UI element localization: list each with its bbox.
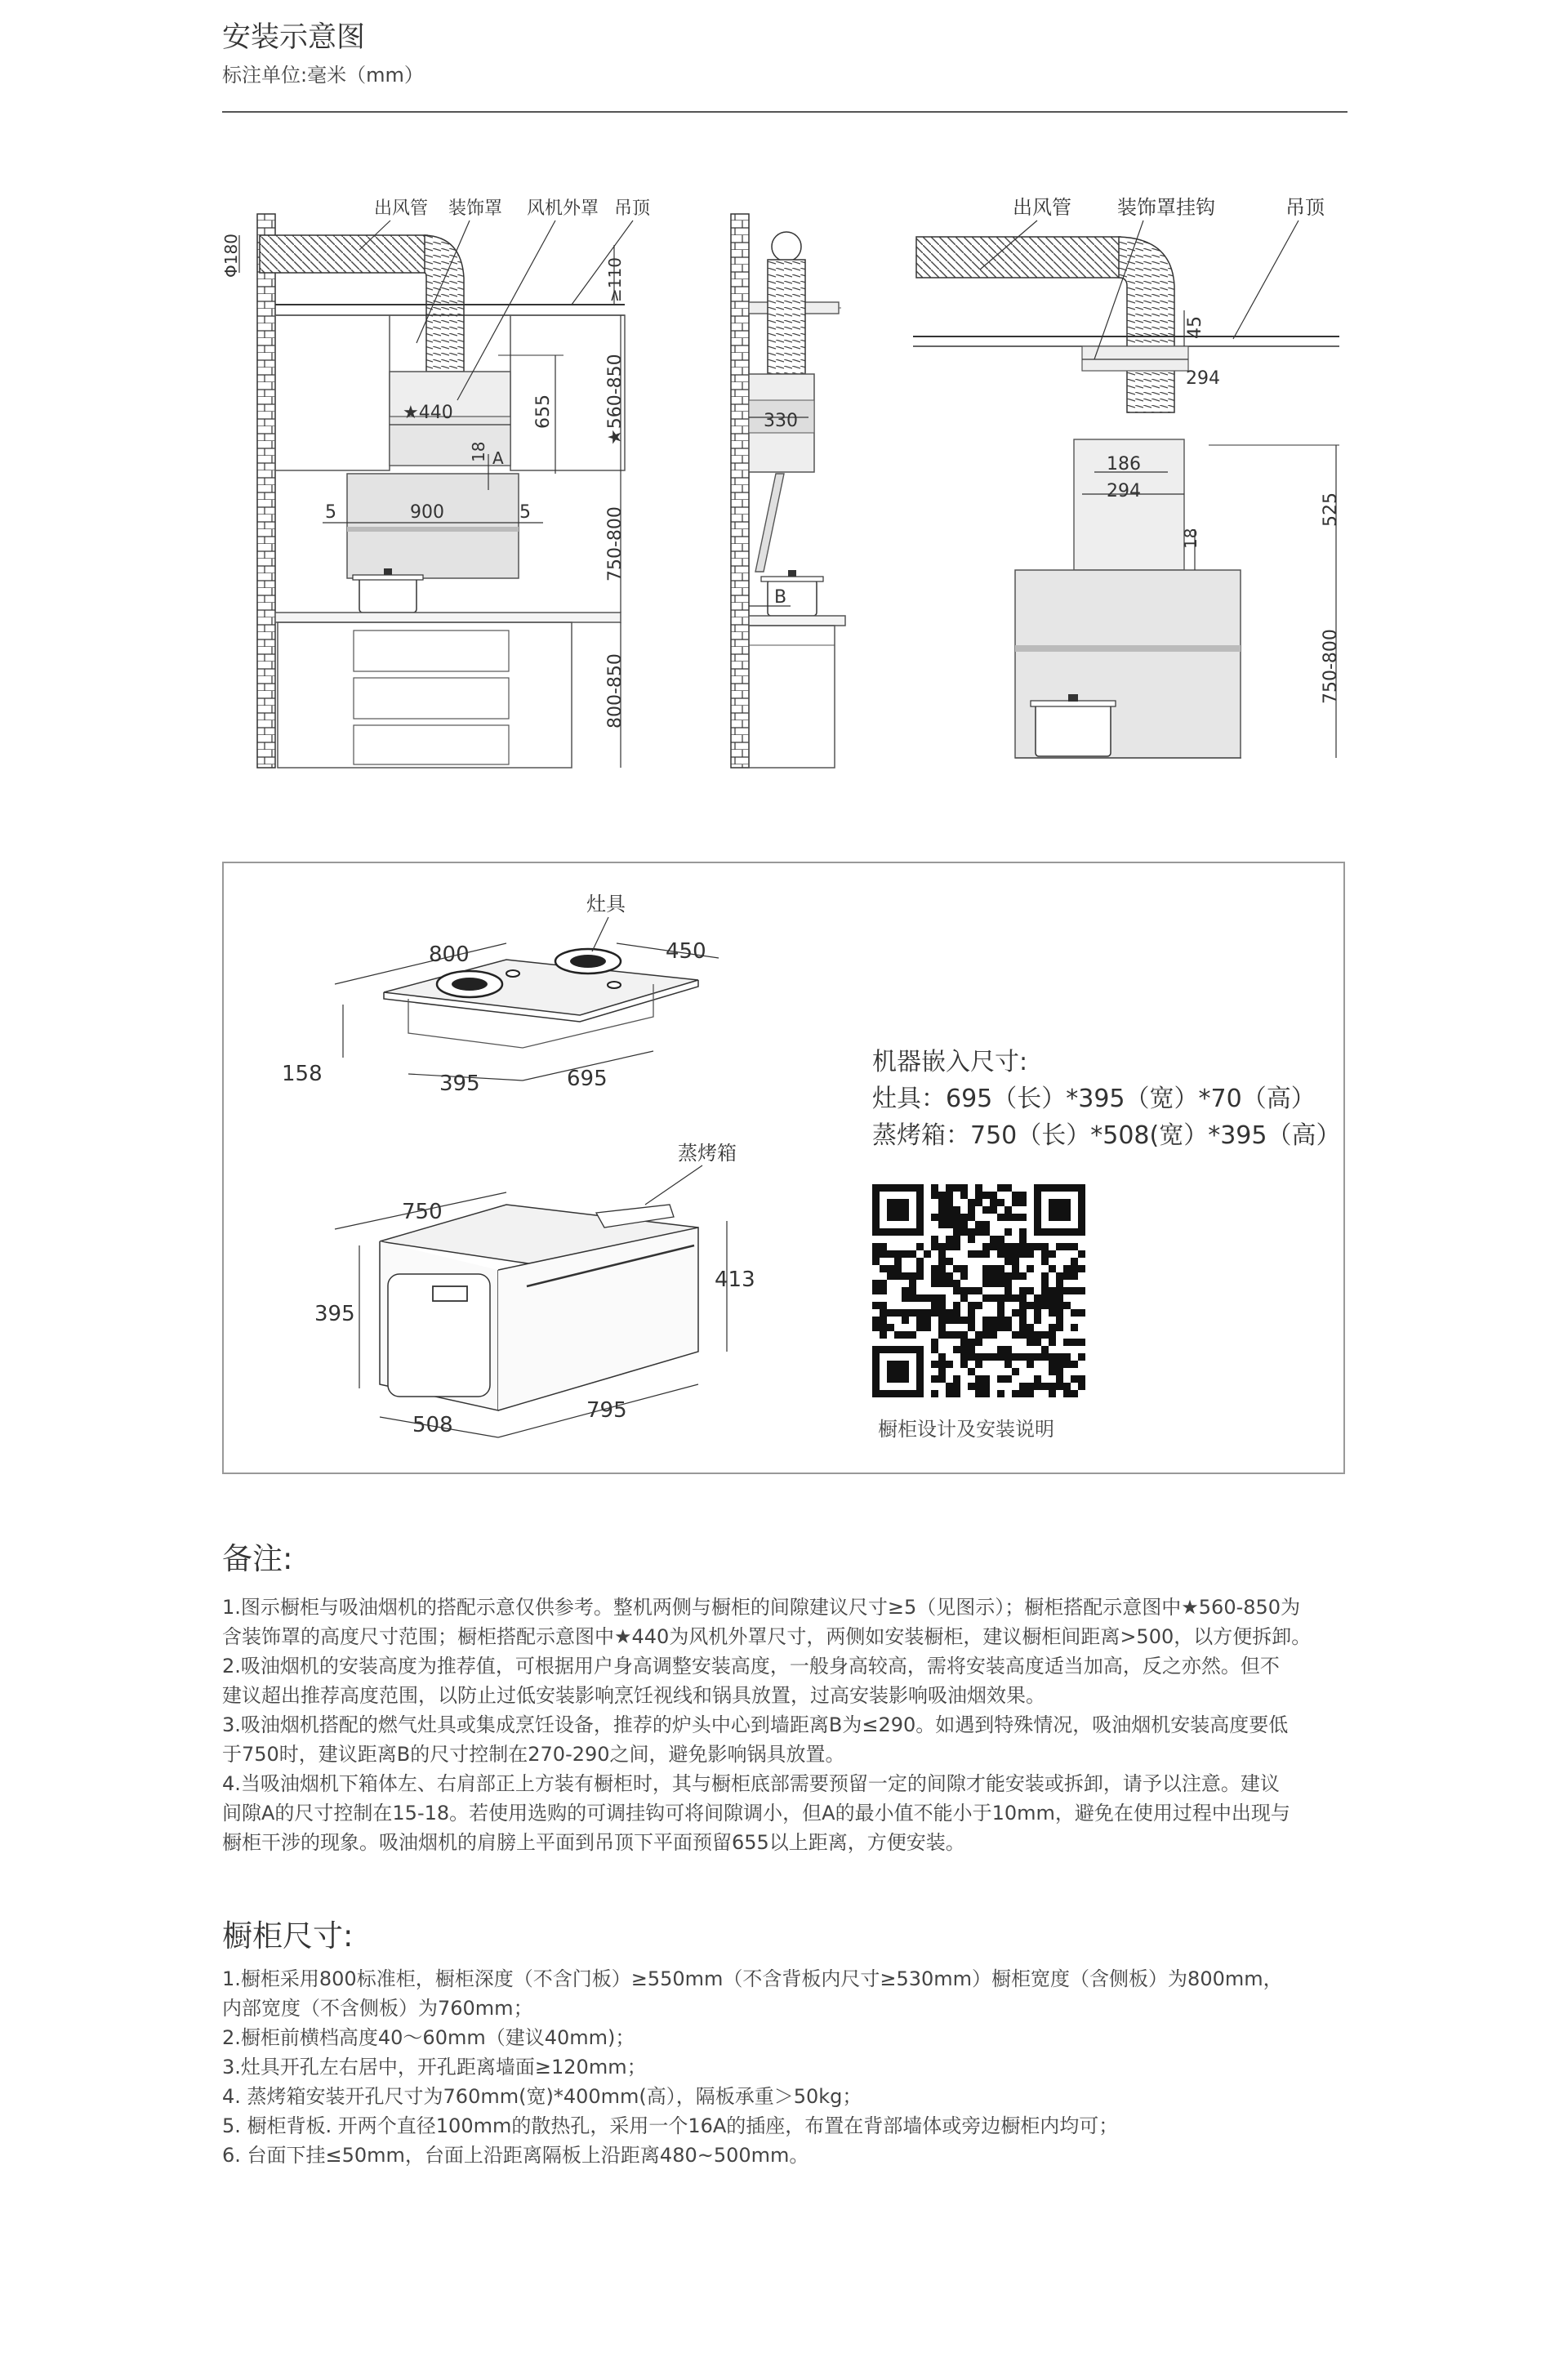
appliance-drawings [0,862,1568,1515]
duct-elbow [425,235,464,372]
pot [359,577,416,613]
notes-line: 于750时，建议距离B的尺寸控制在270-290之间，避免影响锅具放置。 [222,1743,845,1766]
notes-line: 橱柜干涉的现象。吸油烟机的肩膀上平面到吊顶下平面预留655以上距离，方便安装。 [222,1831,965,1854]
cabinet-line: 2.橱柜前横档高度40～60mm（建议40mm)； [222,2026,635,2049]
dim-5-left: 5 [325,502,336,523]
dim-18-hook: 18 [1181,528,1200,549]
cabinet-heading: 橱柜尺寸: [222,1918,354,1954]
embed-oven: 蒸烤箱：750（长）*508(宽）*395（高） [872,1121,1341,1150]
dim-A: A [492,448,504,468]
dim-750-800-hook: 750-800 [1321,629,1341,704]
hook-view-duct [1119,237,1174,412]
label-hook-view-duct: 出风管 [1013,196,1071,219]
dim-294-top: 294 [1186,368,1220,389]
embed-title: 机器嵌入尺寸: [872,1048,1028,1076]
dim-45: 45 [1185,316,1205,339]
cabinet-line: 内部宽度（不含侧板）为760mm； [222,1997,533,2020]
dim-ge110: ≥110 [605,257,625,302]
oven-dim-395: 395 [314,1302,355,1326]
qr-code [872,1184,1085,1397]
notes-heading: 备注: [222,1541,293,1576]
stove-drawing [282,893,719,1096]
cabinet-line: 1.橱柜采用800标准柜，橱柜深度（不含门板）≥550mm（不含背板内尺寸≥530mm）橱柜宽度（含侧板）为800mm， [222,1967,1283,1990]
dim-750-800: 750-800 [605,506,626,581]
notes-text [222,1593,1357,1857]
cabinet-line: 6. 台面下挂≤50mm，台面上沿距离隔板上沿距离480~500mm。 [222,2144,809,2167]
left-wall [257,214,275,768]
oven-dim-795: 795 [586,1398,627,1423]
side-view-diagram [731,214,845,768]
dim-330: 330 [764,411,798,431]
notes-line: 1.图示橱柜与吸油烟机的搭配示意仅供参考。整机两侧与橱柜的间隙建议尺寸≥5（见图示）；橱柜搭配示意图中★560-850为 [222,1596,1301,1619]
notes-line: 4.当吸油烟机下箱体左、右肩部正上方装有橱柜时，其与橱柜底部需要预留一定的间隙才能安装或拆卸，请予以注意。建议 [222,1772,1280,1795]
stove-dim-450: 450 [666,939,706,964]
cabinet-line: 5. 橱柜背板. 开两个直径100mm的散热孔，采用一个16A的插座，布置在背部墙体或旁边橱柜内均可； [222,2114,1119,2137]
dim-B: B [774,587,787,608]
oven-label: 蒸烤箱 [678,1142,737,1165]
dim-18: 18 [469,441,488,462]
stove-top [384,960,698,1015]
dim-294-bottom: 294 [1107,481,1141,501]
label-ceiling: 吊顶 [614,198,651,219]
cabinet-line: 3.灶具开孔左右居中，开孔距离墙面≥120mm； [222,2056,647,2079]
label-hook-view-hook: 装饰罩挂钩 [1117,196,1215,219]
notes-line: 2.吸油烟机的安装高度为推荐值，可根据用户身高调整安装高度，一般身高较高，需将安装高度适当加高，反之亦然。但不 [222,1655,1280,1678]
label-exhaust-duct: 出风管 [374,198,429,219]
oven-dim-413: 413 [715,1268,755,1292]
side-duct [768,260,805,374]
notes-line: 3.吸油烟机搭配的燃气灶具或集成烹饪设备，推荐的炉头中心到墙距离B为≤290。如遇到特殊情况，吸油烟机安装高度要低 [222,1713,1289,1736]
oven-dim-750: 750 [402,1200,443,1224]
dim-560-850: ★560-850 [605,354,626,445]
dim-525: 525 [1321,492,1341,527]
notes-line: 含装饰罩的高度尺寸范围；橱柜搭配示意图中★440为风机外罩尺寸，两侧如安装橱柜，建议橱柜间距离>500，以方便拆卸。 [222,1625,1312,1648]
dim-900: 900 [410,502,444,523]
label-decorative-cover: 装饰罩 [448,198,503,219]
countertop [275,613,621,622]
cabinet-text [222,1964,1357,2170]
label-fan-outer-cover: 风机外罩 [527,198,599,219]
dim-440: ★440 [403,403,453,423]
stove-dim-158: 158 [282,1062,323,1086]
dim-655: 655 [533,394,554,429]
installation-diagrams [0,0,1568,817]
notes-line: 建议超出推荐高度范围，以防止过低安装影响烹饪视线和锅具放置，过高安装影响吸油烟效果。 [222,1684,1045,1707]
hook-view-diagram [913,196,1341,758]
stove-dim-695: 695 [567,1067,608,1091]
exhaust-duct [260,235,427,273]
oven-drawing [314,1142,755,1437]
dim-phi180: Φ180 [221,234,241,278]
lower-cabinet [278,622,572,768]
stove-dim-395: 395 [439,1072,480,1096]
cabinet-line: 4. 蒸烤箱安装开孔尺寸为760mm(宽)*400mm(高），隔板承重＞50kg； [222,2085,862,2108]
range-hood-body [347,474,519,578]
qr-caption: 橱柜设计及安装说明 [878,1418,1054,1441]
oven-dim-508: 508 [412,1413,453,1437]
label-hook-view-ceiling: 吊顶 [1285,196,1325,219]
notes-line: 间隙A的尺寸控制在15-18。若使用选购的可调挂钩可将间隙调小，但A的最小值不能小于10mm，避免在使用过程中出现与 [222,1802,1290,1825]
page-title: 安装示意图 [222,21,366,54]
side-wall [731,214,749,768]
stove-dim-800: 800 [429,942,470,967]
upper-cabinet-left [275,315,390,470]
dim-5-right: 5 [519,502,531,523]
side-countertop [749,616,845,626]
dim-800-850: 800-850 [605,653,626,728]
front-view-diagram [221,198,651,768]
embed-stove: 灶具：695（长）*395（宽）*70（高） [872,1085,1316,1113]
stove-label: 灶具 [586,893,626,916]
dim-186: 186 [1107,454,1141,475]
unit-note: 标注单位:毫米（mm） [222,64,424,87]
